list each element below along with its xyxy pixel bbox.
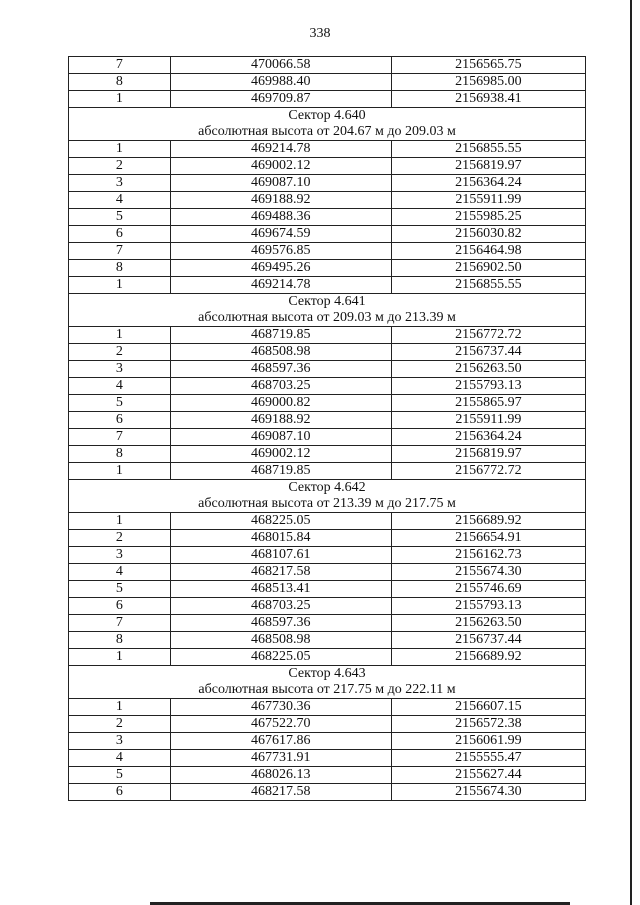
table-row <box>69 530 586 547</box>
sector-header-row <box>69 294 586 327</box>
sector-header <box>69 480 586 513</box>
sector-title: Сектор 4.643 <box>288 666 366 681</box>
x-coordinate-cell: 469988.40 <box>170 74 391 91</box>
y-coordinate-cell: 2156737.44 <box>391 344 585 361</box>
y-coordinate-cell: 2155793.13 <box>391 598 585 615</box>
sector-altitude: абсолютная высота от 204.67 м до 209.03 м <box>198 124 456 139</box>
table-row <box>69 547 586 564</box>
table-row <box>69 784 586 801</box>
sector-title: Сектор 4.641 <box>288 294 366 309</box>
x-coordinate-cell: 468225.05 <box>170 649 391 666</box>
point-number-cell: 3 <box>69 547 171 564</box>
y-coordinate-cell: 2156263.50 <box>391 615 585 632</box>
y-coordinate-cell: 2156364.24 <box>391 175 585 192</box>
sector-altitude: абсолютная высота от 217.75 м до 222.11 м <box>198 682 456 697</box>
table-row <box>69 733 586 750</box>
table-row <box>69 429 586 446</box>
x-coordinate-cell: 468597.36 <box>170 615 391 632</box>
x-coordinate-cell: 469576.85 <box>170 243 391 260</box>
point-number-cell: 7 <box>69 615 171 632</box>
point-number-cell: 7 <box>69 429 171 446</box>
x-coordinate-cell: 467617.86 <box>170 733 391 750</box>
page-edge-line <box>630 0 632 905</box>
y-coordinate-cell: 2156902.50 <box>391 260 585 277</box>
point-number-cell: 3 <box>69 175 171 192</box>
x-coordinate-cell: 468508.98 <box>170 344 391 361</box>
table-row <box>69 91 586 108</box>
point-number-cell: 6 <box>69 784 171 801</box>
point-number-cell: 3 <box>69 361 171 378</box>
x-coordinate-cell: 470066.58 <box>170 57 391 74</box>
point-number-cell: 1 <box>69 141 171 158</box>
point-number-cell: 1 <box>69 513 171 530</box>
y-coordinate-cell: 2155911.99 <box>391 412 585 429</box>
y-coordinate-cell: 2156364.24 <box>391 429 585 446</box>
x-coordinate-cell: 468217.58 <box>170 784 391 801</box>
table-row <box>69 209 586 226</box>
sector-header-row <box>69 108 586 141</box>
sector-altitude: абсолютная высота от 209.03 м до 213.39 м <box>198 310 456 325</box>
table-row <box>69 446 586 463</box>
point-number-cell: 1 <box>69 277 171 294</box>
point-number-cell: 2 <box>69 716 171 733</box>
point-number-cell: 6 <box>69 598 171 615</box>
x-coordinate-cell: 469188.92 <box>170 412 391 429</box>
x-coordinate-cell: 469709.87 <box>170 91 391 108</box>
point-number-cell: 5 <box>69 767 171 784</box>
x-coordinate-cell: 469002.12 <box>170 158 391 175</box>
point-number-cell: 1 <box>69 463 171 480</box>
point-number-cell: 1 <box>69 699 171 716</box>
x-coordinate-cell: 469002.12 <box>170 446 391 463</box>
x-coordinate-cell: 469214.78 <box>170 277 391 294</box>
sector-header <box>69 666 586 699</box>
point-number-cell: 6 <box>69 412 171 429</box>
point-number-cell: 7 <box>69 243 171 260</box>
sector-header-row <box>69 480 586 513</box>
y-coordinate-cell: 2156819.97 <box>391 446 585 463</box>
table-row <box>69 277 586 294</box>
x-coordinate-cell: 468225.05 <box>170 513 391 530</box>
point-number-cell: 2 <box>69 158 171 175</box>
sector-header <box>69 108 586 141</box>
coordinates-table <box>68 56 586 801</box>
table-row <box>69 395 586 412</box>
table-row <box>69 412 586 429</box>
sector-altitude: абсолютная высота от 213.39 м до 217.75 м <box>198 496 456 511</box>
y-coordinate-cell: 2156855.55 <box>391 141 585 158</box>
point-number-cell: 4 <box>69 192 171 209</box>
point-number-cell: 8 <box>69 260 171 277</box>
x-coordinate-cell: 468719.85 <box>170 327 391 344</box>
point-number-cell: 8 <box>69 632 171 649</box>
x-coordinate-cell: 468719.85 <box>170 463 391 480</box>
point-number-cell: 8 <box>69 74 171 91</box>
y-coordinate-cell: 2156565.75 <box>391 57 585 74</box>
point-number-cell: 5 <box>69 395 171 412</box>
table-row <box>69 175 586 192</box>
y-coordinate-cell: 2155674.30 <box>391 784 585 801</box>
table-row <box>69 226 586 243</box>
point-number-cell: 2 <box>69 530 171 547</box>
y-coordinate-cell: 2156772.72 <box>391 327 585 344</box>
y-coordinate-cell: 2156061.99 <box>391 733 585 750</box>
table-row <box>69 513 586 530</box>
y-coordinate-cell: 2155865.97 <box>391 395 585 412</box>
table-row <box>69 716 586 733</box>
point-number-cell: 2 <box>69 344 171 361</box>
x-coordinate-cell: 467730.36 <box>170 699 391 716</box>
table-row <box>69 243 586 260</box>
table-row <box>69 192 586 209</box>
table-row <box>69 699 586 716</box>
point-number-cell: 1 <box>69 327 171 344</box>
table-row <box>69 615 586 632</box>
y-coordinate-cell: 2156985.00 <box>391 74 585 91</box>
y-coordinate-cell: 2155555.47 <box>391 750 585 767</box>
table-row <box>69 260 586 277</box>
page-number: 338 <box>309 26 331 41</box>
point-number-cell: 5 <box>69 209 171 226</box>
x-coordinate-cell: 468026.13 <box>170 767 391 784</box>
x-coordinate-cell: 467731.91 <box>170 750 391 767</box>
table-row <box>69 581 586 598</box>
point-number-cell: 7 <box>69 57 171 74</box>
point-number-cell: 5 <box>69 581 171 598</box>
y-coordinate-cell: 2156654.91 <box>391 530 585 547</box>
x-coordinate-cell: 468703.25 <box>170 378 391 395</box>
y-coordinate-cell: 2156689.92 <box>391 649 585 666</box>
table-row <box>69 344 586 361</box>
sector-header <box>69 294 586 327</box>
table-row <box>69 361 586 378</box>
table-row <box>69 141 586 158</box>
point-number-cell: 4 <box>69 378 171 395</box>
coordinates-table-body <box>69 57 586 801</box>
table-row <box>69 463 586 480</box>
x-coordinate-cell: 468513.41 <box>170 581 391 598</box>
x-coordinate-cell: 468015.84 <box>170 530 391 547</box>
x-coordinate-cell: 469495.26 <box>170 260 391 277</box>
table-row <box>69 750 586 767</box>
y-coordinate-cell: 2155746.69 <box>391 581 585 598</box>
x-coordinate-cell: 468597.36 <box>170 361 391 378</box>
table-row <box>69 158 586 175</box>
x-coordinate-cell: 467522.70 <box>170 716 391 733</box>
x-coordinate-cell: 469488.36 <box>170 209 391 226</box>
x-coordinate-cell: 469087.10 <box>170 429 391 446</box>
table-row <box>69 598 586 615</box>
y-coordinate-cell: 2156689.92 <box>391 513 585 530</box>
y-coordinate-cell: 2156030.82 <box>391 226 585 243</box>
y-coordinate-cell: 2156464.98 <box>391 243 585 260</box>
x-coordinate-cell: 468508.98 <box>170 632 391 649</box>
table-row <box>69 57 586 74</box>
y-coordinate-cell: 2156772.72 <box>391 463 585 480</box>
point-number-cell: 4 <box>69 750 171 767</box>
x-coordinate-cell: 469674.59 <box>170 226 391 243</box>
x-coordinate-cell: 468703.25 <box>170 598 391 615</box>
y-coordinate-cell: 2155793.13 <box>391 378 585 395</box>
x-coordinate-cell: 469087.10 <box>170 175 391 192</box>
y-coordinate-cell: 2155985.25 <box>391 209 585 226</box>
point-number-cell: 1 <box>69 649 171 666</box>
y-coordinate-cell: 2155911.99 <box>391 192 585 209</box>
x-coordinate-cell: 469000.82 <box>170 395 391 412</box>
y-coordinate-cell: 2156737.44 <box>391 632 585 649</box>
y-coordinate-cell: 2156938.41 <box>391 91 585 108</box>
table-row <box>69 632 586 649</box>
y-coordinate-cell: 2155627.44 <box>391 767 585 784</box>
x-coordinate-cell: 469214.78 <box>170 141 391 158</box>
table-row <box>69 564 586 581</box>
table-row <box>69 74 586 91</box>
point-number-cell: 3 <box>69 733 171 750</box>
x-coordinate-cell: 468107.61 <box>170 547 391 564</box>
y-coordinate-cell: 2156819.97 <box>391 158 585 175</box>
point-number-cell: 8 <box>69 446 171 463</box>
y-coordinate-cell: 2156162.73 <box>391 547 585 564</box>
table-row <box>69 378 586 395</box>
table-row <box>69 767 586 784</box>
sector-title: Сектор 4.642 <box>288 480 366 495</box>
sector-title: Сектор 4.640 <box>288 108 366 123</box>
table-row <box>69 649 586 666</box>
y-coordinate-cell: 2155674.30 <box>391 564 585 581</box>
y-coordinate-cell: 2156607.15 <box>391 699 585 716</box>
x-coordinate-cell: 469188.92 <box>170 192 391 209</box>
y-coordinate-cell: 2156263.50 <box>391 361 585 378</box>
point-number-cell: 1 <box>69 91 171 108</box>
point-number-cell: 4 <box>69 564 171 581</box>
y-coordinate-cell: 2156572.38 <box>391 716 585 733</box>
point-number-cell: 6 <box>69 226 171 243</box>
sector-header-row <box>69 666 586 699</box>
table-row <box>69 327 586 344</box>
x-coordinate-cell: 468217.58 <box>170 564 391 581</box>
y-coordinate-cell: 2156855.55 <box>391 277 585 294</box>
